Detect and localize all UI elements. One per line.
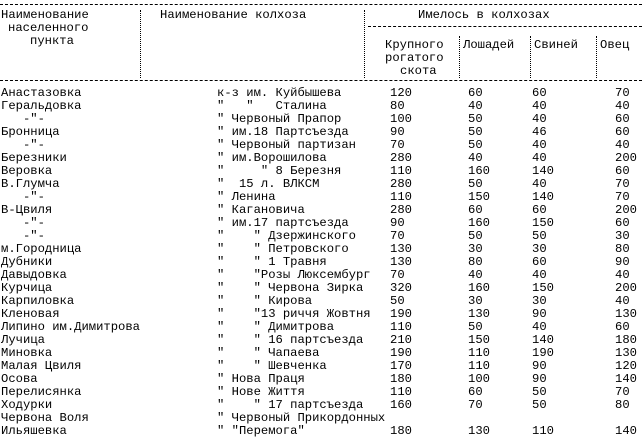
cell-sheep: 200: [615, 203, 637, 217]
cell-place: -"-: [1, 190, 45, 204]
cell-pigs: 140: [532, 333, 554, 347]
cell-place: Веровка: [1, 164, 53, 178]
cell-kolkhoz: " " Червона Зирка: [217, 281, 364, 295]
cell-kolkhoz: " Нове Життя: [217, 385, 305, 399]
cell-place: Кленовая: [1, 307, 60, 321]
cell-sheep: 200: [615, 281, 637, 295]
cell-horses: 160: [468, 281, 490, 295]
cell-place: Бронница: [1, 125, 60, 139]
cell-sheep: 30: [615, 229, 630, 243]
cell-kolkhoz: " " Петровского: [217, 242, 349, 256]
cell-kolkhoz: " им.Ворошилова: [217, 151, 327, 165]
cell-cattle: 280: [390, 177, 412, 191]
cell-kolkhoz: " " Дзержинского: [217, 229, 356, 243]
cell-pigs: 90: [532, 307, 547, 321]
cell-horses: 130: [468, 307, 490, 321]
cell-horses: 160: [468, 164, 490, 178]
cell-horses: 150: [468, 190, 490, 204]
cell-pigs: 190: [532, 346, 554, 360]
cell-cattle: 130: [390, 255, 412, 269]
cell-cattle: 50: [390, 294, 405, 308]
cell-pigs: 40: [532, 99, 547, 113]
cell-kolkhoz: " Червоный партизан: [217, 138, 356, 152]
cell-place: В.Глумча: [1, 177, 60, 191]
cell-place: Геральдовка: [1, 99, 82, 113]
cell-pigs: 90: [532, 372, 547, 386]
cell-sheep: 80: [615, 242, 630, 256]
cell-pigs: 50: [532, 385, 547, 399]
cell-pigs: 40: [532, 320, 547, 334]
cell-place: В-Цвиля: [1, 203, 53, 217]
cell-pigs: 150: [532, 216, 554, 230]
cell-horses: 70: [468, 398, 483, 412]
cell-pigs: 40: [532, 112, 547, 126]
cell-kolkhoz: " "13 риччя Жовтня: [217, 307, 371, 321]
cell-cattle: 130: [390, 242, 412, 256]
cell-sheep: 130: [615, 307, 637, 321]
table-row: [0, 425, 642, 438]
cell-place: -"-: [1, 229, 45, 243]
cell-horses: 160: [468, 216, 490, 230]
cell-cattle: 170: [390, 359, 412, 373]
cell-place: Березники: [1, 151, 67, 165]
header-horses: Лошадей: [463, 38, 515, 52]
cell-place: -"-: [1, 112, 45, 126]
header-settlement-line-1: Наименование: [1, 8, 89, 22]
cell-horses: 40: [468, 268, 483, 282]
cell-place: Малая Цвиля: [1, 359, 82, 373]
cell-kolkhoz: " Червоный Прикордонных: [217, 411, 386, 425]
cell-pigs: 40: [532, 177, 547, 191]
cell-pigs: 110: [532, 424, 554, 438]
cell-sheep: 140: [615, 372, 637, 386]
cell-horses: 110: [468, 346, 490, 360]
header-pigs: Свиней: [534, 38, 578, 52]
cell-horses: 50: [468, 125, 483, 139]
cell-cattle: 100: [390, 112, 412, 126]
cell-horses: 50: [468, 320, 483, 334]
cell-cattle: 110: [390, 164, 412, 178]
cell-horses: 60: [468, 203, 483, 217]
cell-pigs: 90: [532, 359, 547, 373]
cell-sheep: 40: [615, 268, 630, 282]
cell-horses: 80: [468, 255, 483, 269]
cell-sheep: 90: [615, 255, 630, 269]
cell-place: Ильяшевка: [1, 424, 67, 438]
cell-kolkhoz: " " Кирова: [217, 294, 313, 308]
cell-place: -"-: [1, 216, 45, 230]
cell-horses: 50: [468, 229, 483, 243]
cell-sheep: 70: [615, 177, 630, 191]
cell-place: Липино им.Димитрова: [1, 320, 140, 334]
cell-sheep: 70: [615, 86, 630, 100]
cell-place: Перелисянка: [1, 385, 82, 399]
cell-pigs: 60: [532, 255, 547, 269]
cell-cattle: 160: [390, 398, 412, 412]
group-rule: [368, 26, 642, 27]
cell-sheep: 60: [615, 164, 630, 178]
cell-cattle: 70: [390, 138, 405, 152]
cell-kolkhoz: " им.17 партсъезда: [217, 216, 349, 230]
cell-pigs: 30: [532, 242, 547, 256]
cell-sheep: 60: [615, 112, 630, 126]
cell-pigs: 150: [532, 281, 554, 295]
cell-kolkhoz: " Червоный Прапор: [217, 112, 342, 126]
cell-pigs: 50: [532, 229, 547, 243]
cell-sheep: 130: [615, 346, 637, 360]
cell-place: Дубники: [1, 255, 53, 269]
header-separator: [140, 10, 141, 78]
cell-horses: 50: [468, 138, 483, 152]
cell-cattle: 80: [390, 99, 405, 113]
cell-pigs: 50: [532, 398, 547, 412]
cell-kolkhoz: " им.18 Партсъезда: [217, 125, 349, 139]
cell-kolkhoz: " " Димитрова: [217, 320, 335, 334]
cell-sheep: 60: [615, 125, 630, 139]
cell-pigs: 30: [532, 294, 547, 308]
cell-kolkhoz: " " Сталина: [217, 99, 327, 113]
cell-sheep: 60: [615, 216, 630, 230]
header-separator: [530, 36, 531, 78]
cell-cattle: 190: [390, 307, 412, 321]
cell-pigs: 140: [532, 190, 554, 204]
cell-cattle: 280: [390, 151, 412, 165]
cell-kolkhoz: " 15 л. ВЛКСМ: [217, 177, 320, 191]
cell-place: м.Городница: [1, 242, 82, 256]
cell-cattle: 210: [390, 333, 412, 347]
cell-cattle: 90: [390, 216, 405, 230]
cell-place: Карпиловка: [1, 294, 75, 308]
cell-pigs: 40: [532, 268, 547, 282]
cell-place: -"-: [1, 138, 45, 152]
cell-kolkhoz: " Нова Праця: [217, 372, 305, 386]
cell-place: Анастазовка: [1, 86, 82, 100]
cell-cattle: 90: [390, 125, 405, 139]
cell-sheep: 40: [615, 138, 630, 152]
cell-cattle: 70: [390, 268, 405, 282]
header-separator: [459, 36, 460, 78]
cell-place: Осова: [1, 372, 38, 386]
cell-cattle: 110: [390, 385, 412, 399]
cell-kolkhoz: " "Перемога": [217, 424, 305, 438]
cell-horses: 100: [468, 372, 490, 386]
cell-cattle: 120: [390, 86, 412, 100]
cell-sheep: 40: [615, 294, 630, 308]
cell-cattle: 190: [390, 346, 412, 360]
cell-place: Ходурки: [1, 398, 53, 412]
cell-kolkhoz: " " Шевченка: [217, 359, 327, 373]
header-separator: [596, 36, 597, 78]
cell-place: Лучица: [1, 333, 45, 347]
cell-pigs: 40: [532, 151, 547, 165]
cell-sheep: 180: [615, 333, 637, 347]
cell-horses: 110: [468, 359, 490, 373]
cell-cattle: 70: [390, 229, 405, 243]
cell-horses: 50: [468, 177, 483, 191]
cell-kolkhoz: " " 17 партсъезда: [217, 398, 364, 412]
cell-cattle: 110: [390, 320, 412, 334]
cell-sheep: 80: [615, 398, 630, 412]
cell-place: Миновка: [1, 346, 53, 360]
cell-horses: 30: [468, 242, 483, 256]
cell-horses: 60: [468, 385, 483, 399]
cell-kolkhoz: " "Розы Люксембург: [217, 268, 371, 282]
cell-kolkhoz: к-з им. Куйбышева: [217, 86, 342, 100]
cell-horses: 40: [468, 99, 483, 113]
cell-cattle: 320: [390, 281, 412, 295]
cell-sheep: 40: [615, 99, 630, 113]
cell-kolkhoz: " " Чапаева: [217, 346, 320, 360]
cell-cattle: 280: [390, 203, 412, 217]
cell-cattle: 180: [390, 372, 412, 386]
header-separator: [364, 10, 365, 78]
cell-horses: 40: [468, 151, 483, 165]
header-kolkhoz: Наименование колхоза: [160, 8, 307, 22]
cell-sheep: 140: [615, 424, 637, 438]
cell-horses: 60: [468, 86, 483, 100]
cell-cattle: 110: [390, 190, 412, 204]
cell-pigs: 40: [532, 138, 547, 152]
cell-kolkhoz: " " 1 Травня: [217, 255, 327, 269]
cell-horses: 130: [468, 424, 490, 438]
cell-kolkhoz: " Кагановича: [217, 203, 305, 217]
cell-sheep: 70: [615, 190, 630, 204]
cell-sheep: 70: [615, 385, 630, 399]
cell-pigs: 60: [532, 203, 547, 217]
header-bottom-rule: [0, 80, 642, 81]
header-settlement-line-2: населенного: [8, 21, 89, 35]
cell-place: Давыдовка: [1, 268, 67, 282]
header-group-title: Имелось в колхозах: [418, 8, 550, 22]
header-cattle-line-2: рогатого: [385, 51, 444, 65]
cell-pigs: 60: [532, 86, 547, 100]
cell-place: Курчица: [1, 281, 53, 295]
cell-pigs: 140: [532, 164, 554, 178]
cell-sheep: 200: [615, 151, 637, 165]
cell-horses: 30: [468, 294, 483, 308]
cell-pigs: 46: [532, 125, 547, 139]
cell-horses: 50: [468, 112, 483, 126]
header-cattle-line-3: скота: [400, 64, 437, 78]
cell-kolkhoz: " " 16 партсъезда: [217, 333, 364, 347]
cell-sheep: 60: [615, 320, 630, 334]
top-rule: [0, 4, 642, 5]
header-cattle-line-1: Крупного: [385, 38, 444, 52]
cell-kolkhoz: " Ленина: [217, 190, 276, 204]
header-settlement-line-3: пункта: [30, 34, 74, 48]
cell-kolkhoz: " " 8 Березня: [217, 164, 342, 178]
cell-horses: 150: [468, 333, 490, 347]
header-sheep: Овец: [600, 38, 630, 52]
cell-sheep: 120: [615, 359, 637, 373]
cell-cattle: 180: [390, 424, 412, 438]
cell-place: Червона Воля: [1, 411, 89, 425]
